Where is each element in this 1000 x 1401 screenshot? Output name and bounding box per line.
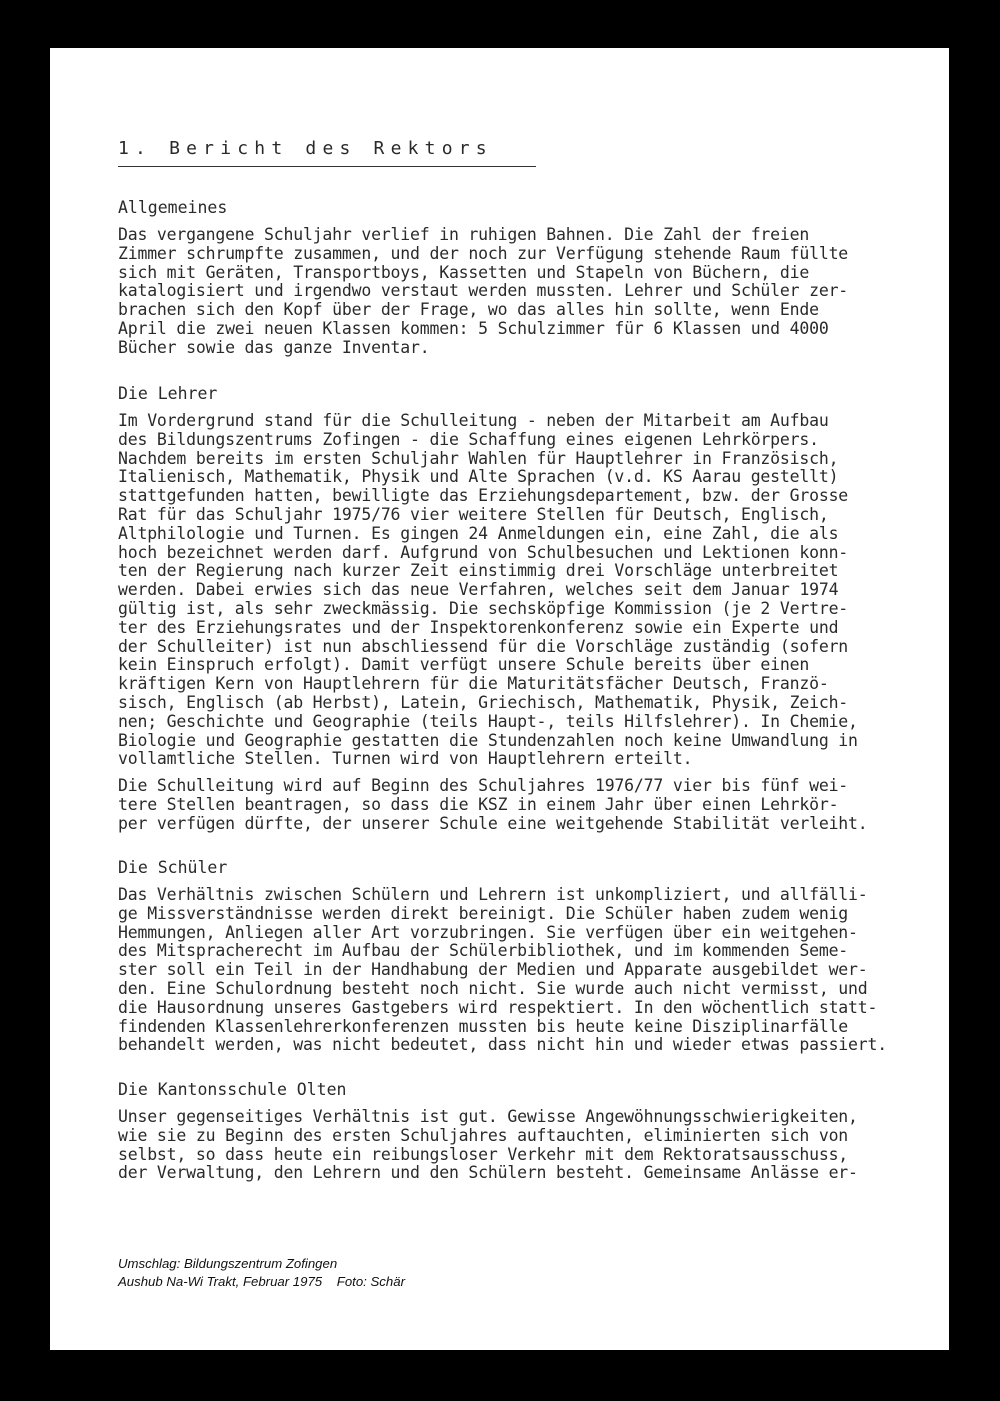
text-line: tere Stellen beantragen, so dass die KSZ in einem Jahr über einen Lehrkör- — [118, 794, 839, 814]
text-line: Die Schulleitung wird auf Beginn des Schuljahres 1976/77 vier bis fünf wei- — [118, 776, 849, 796]
caption-line-2-left: Aushub Na-Wi Trakt, Februar 1975 — [118, 1274, 323, 1289]
caption-photo-credit: Foto: Schär — [336, 1274, 405, 1289]
text-line: Biologie und Geographie gestatten die Stundenzahlen noch keine Umwandlung in — [118, 730, 858, 750]
text-line: ge Missverständnisse werden direkt bereinigt. Die Schüler haben zudem wenig — [118, 903, 849, 923]
text-line: Altphilologie und Turnen. Es gingen 24 Anmeldungen ein, eine Zahl, die als — [118, 523, 839, 543]
text-line: brachen sich den Kopf über der Frage, wo das alles hin sollte, wenn Ende — [118, 300, 819, 320]
text-line: der Verwaltung, den Lehrern und den Schülern besteht. Gemeinsame Anlässe er- — [118, 1163, 858, 1183]
text-line: Das Verhältnis zwischen Schülern und Lehrern ist unkompliziert, und allfälli- — [118, 885, 868, 904]
text-line: sich mit Geräten, Transportboys, Kassetten und Stapeln von Büchern, die — [118, 262, 810, 282]
paragraph — [118, 777, 918, 833]
text-line: Das vergangene Schuljahr verlief in ruhigen Bahnen. Die Zahl der freien — [118, 225, 810, 244]
paragraph — [118, 886, 918, 1055]
text-line: hoch bezeichnet werden darf. Aufgrund von Schulbesuchen und Lektionen konn- — [118, 542, 849, 562]
text-line: Unser gegenseitiges Verhältnis ist gut. Gewisse Angewöhnungsschwierigkeiten, — [118, 1107, 858, 1126]
section-heading: Allgemeines — [118, 198, 228, 217]
document-page — [50, 48, 949, 1350]
text-line: Bücher sowie das ganze Inventar. — [118, 337, 430, 357]
section-die-lehrer — [118, 384, 918, 834]
text-line: Im Vordergrund stand für die Schulleitung - neben der Mitarbeit am Aufbau — [118, 411, 829, 430]
paragraph — [118, 1108, 918, 1183]
text-line: Italienisch, Mathematik, Physik und Alte Sprachen (v.d. KS Aarau gestellt) — [118, 467, 839, 487]
text-line: stattgefunden hatten, bewilligte das Erziehungsdepartement, bzw. der Grosse — [118, 486, 849, 506]
text-line: Hemmungen, Anliegen aller Art vorzubringen. Sie verfügen über ein weitgehen- — [118, 922, 858, 942]
section-heading: Die Schüler — [118, 858, 228, 877]
document-title: 1. Bericht des Rektors — [118, 138, 493, 159]
text-line: werden. Dabei erwies sich das neue Verfahren, welches seit dem Januar 1974 — [118, 580, 839, 600]
paragraph — [118, 412, 918, 769]
section-die-schueler — [118, 858, 918, 1055]
text-line: ter des Erziehungsrates und der Inspektorenkonferenz sowie ein Experte und — [118, 617, 839, 637]
section-kantonsschule-olten — [118, 1080, 918, 1183]
text-line: April die zwei neuen Klassen kommen: 5 Schulzimmer für 6 Klassen und 4000 — [118, 318, 829, 338]
section-heading: Die Kantonsschule Olten — [118, 1080, 347, 1099]
text-line: kein Einspruch erfolgt). Damit verfügt unsere Schule bereits über einen — [118, 655, 810, 675]
text-line: katalogisiert und irgendwo verstaut werden mussten. Lehrer und Schüler zer- — [118, 281, 849, 301]
text-line: Nachdem bereits im ersten Schuljahr Wahlen für Hauptlehrer in Französisch, — [118, 448, 839, 468]
section-allgemeines — [118, 198, 918, 358]
caption-line-1: Umschlag: Bildungszentrum Zofingen — [118, 1256, 338, 1271]
text-line: nen; Geschichte und Geographie (teils Haupt-, teils Hilfslehrer). In Chemie, — [118, 711, 858, 731]
text-line: die Hausordnung unseres Gastgebers wird respektiert. In den wöchentlich statt- — [118, 997, 878, 1017]
text-line: findenden Klassenlehrerkonferenzen mussten bis heute keine Disziplinarfälle — [118, 1016, 849, 1036]
title-underline — [118, 166, 536, 167]
text-line: Rat für das Schuljahr 1975/76 vier weitere Stellen für Deutsch, Englisch, — [118, 504, 829, 524]
section-heading: Die Lehrer — [118, 384, 218, 403]
text-line: vollamtliche Stellen. Turnen wird von Hauptlehrern erteilt. — [118, 749, 693, 769]
text-line: selbst, so dass heute ein reibungsloser Verkehr mit dem Rektoratsausschuss, — [118, 1144, 849, 1164]
text-line: sisch, Englisch (ab Herbst), Latein, Griechisch, Mathematik, Physik, Zeich- — [118, 692, 849, 712]
text-line: Zimmer schrumpfte zusammen, und der noch zur Verfügung stehende Raum füllte — [118, 243, 849, 263]
text-line: des Bildungszentrums Zofingen - die Schaffung eines eigenen Lehrkörpers. — [118, 429, 819, 449]
text-line: den. Eine Schulordnung besteht noch nicht. Sie wurde auch nicht vermisst, und — [118, 978, 868, 998]
paragraph — [118, 226, 918, 358]
text-line: ster soll ein Teil in der Handhabung der Medien und Apparate ausgebildet wer- — [118, 960, 868, 980]
text-line: der Schulleiter) ist nun abschliessend für die Vorschläge zuständig (sofern — [118, 636, 849, 656]
text-line: ten der Regierung nach kurzer Zeit einstimmig drei Vorschläge unterbreitet — [118, 561, 839, 581]
text-line: per verfügen dürfte, der unserer Schule eine weitgehende Stabilität verleiht. — [118, 813, 868, 833]
text-line: gültig ist, als sehr zweckmässig. Die sechsköpfige Kommission (je 2 Vertre- — [118, 598, 849, 618]
text-line: kräftigen Kern von Hauptlehrern für die Maturitätsfächer Deutsch, Franzö- — [118, 674, 829, 694]
text-line: wie sie zu Beginn des ersten Schuljahres auftauchten, eliminierten sich von — [118, 1125, 849, 1145]
cover-photo-caption — [118, 1255, 405, 1291]
text-line: des Mitspracherecht im Aufbau der Schülerbibliothek, und im kommenden Seme- — [118, 941, 849, 961]
text-line: behandelt werden, was nicht bedeutet, dass nicht hin und wieder etwas passiert. — [118, 1035, 887, 1055]
